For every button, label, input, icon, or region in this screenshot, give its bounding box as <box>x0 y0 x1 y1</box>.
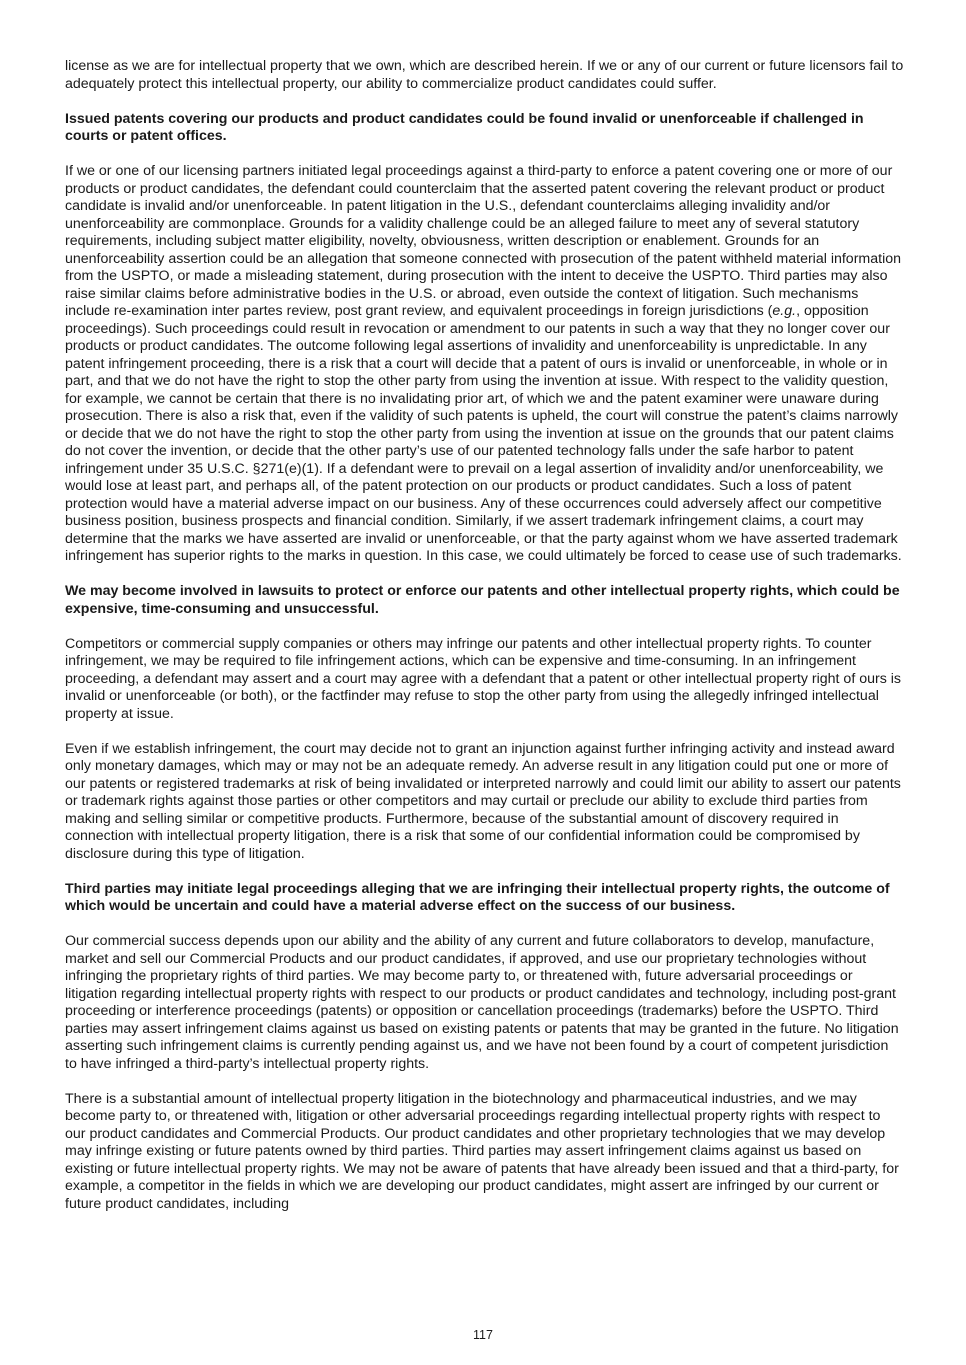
section-heading-invalid-patents: Issued patents covering our products and product candidates could be found invalid or unenforceable if challenged in courts or patent offices. <box>65 110 864 144</box>
paragraph-text: If we or one of our licensing partners initiated legal proceedings against a third-party to enforce a patent covering one or more of our products or product candidates, the defendant could counterclaim that the asserted patent covering the relevant product or product candidate is invalid and/or unenforceable. In patent litigation in the U.S., defendant counterclaims alleging invalidity and/or unenforceability are commonplace. Grounds for a validity challenge could be an alleged failure to meet any of several statutory requirements, including subject matter eligibility, novelty, obviousness, written description or enablement. Grounds for an unenforceability assertion could be an allegation that someone connected with prosecution of the patent withheld material information from the USPTO, or made a misleading statement, during prosecution with the intent to deceive the USPTO. Third parties may also raise similar claims before administrative bodies in the U.S. or abroad, even outside the context of litigation. Such mechanisms include re-examination inter partes review, post grant review, and equivalent proceedings in foreign jurisdictions ( <box>65 163 902 319</box>
page-number: 117 <box>473 1328 493 1342</box>
section-heading-lawsuits: We may become involved in lawsuits to protect or enforce our patents and other intellectual property rights, which could be expensive, time-consuming and unsuccessful. <box>65 583 900 617</box>
paragraph-text: , opposition proceedings). Such proceedings could result in revocation or amendment to our patents in such a way that they no longer cover our products or product candidates. The outcome following legal assertions of invalidity and unenforceability is unpredictable. In any patent infringement proceeding, there is a risk that a court will decide that a patent of ours is invalid or unenforceable, in whole or in part, and that we do not have the right to stop the other party from using the invention at issue. With respect to the validity question, for example, we cannot be certain that there is no invalidating prior art, of which we and the patent examiner were unaware during prosecution. There is also a risk that, even if the validity of such patents is upheld, the court will construe the patent’s claims narrowly or decide that we do not have the right to stop the other party from using the invention at issue on the grounds that our patent claims do not cover the invention, or decide that the other party’s use of our patented technology falls under the safe harbor to patent infringement under 35 U.S.C. §271(e)(1). If a defendant were to prevail on a legal assertion of invalidity and/or unenforceability, we would lose at least part, and perhaps all, of the patent protection on our products or product candidates. Such a loss of patent protection would have a material adverse impact on our business. Any of these occurrences could adversely affect our competitive business position, business prospects and financial condition. Similarly, if we assert trademark infringement claims, a court may determine that the marks we have asserted are invalid or unenforceable, or that the party against whom we have asserted trademark infringement has superior rights to the marks in question. In this case, we could ultimately be forced to cease use of such trademarks. <box>65 303 902 564</box>
body-paragraph-continued: license as we are for intellectual property that we own, which are described herein. If we or any of our current or future licensors fail to adequately protect this intellectual property, our ability to commercialize product candidates could suffer. <box>65 58 904 92</box>
body-paragraph-competitors: Competitors or commercial supply companies or others may infringe our patents and other intellectual property rights. To counter infringement, we may be required to file infringement actions, which can be expensive and time-consuming. In an infringement proceeding, a defendant may assert and a court may agree with a defendant that a patent or other intellectual property right of ours is invalid or unenforceable (or both), or the factfinder may refuse to stop the other party from using the allegedly infringed intellectual property at issue. <box>65 635 901 722</box>
body-paragraph-commercial-success: Our commercial success depends upon our ability and the ability of any current and future collaborators to develop, manufacture, market and sell our Commercial Products and our product candidates, if approved, and use our proprietary technologies without infringing the proprietary rights of third parties. We may become party to, or threatened with, future adversarial proceedings or litigation regarding intellectual property rights with respect to our products or product candidates and technology, including post-grant proceeding or interference proceedings (patents) or opposition or cancellation proceedings (trademarks) before the USPTO. Third parties may assert infringement claims against us based on existing patents or patents that may be granted in the future. No litigation asserting such infringement claims is currently pending against us, and we have not been found by a court of competent jurisdiction to have infringed a third-party’s intellectual property rights. <box>65 933 899 1072</box>
body-paragraph-litigation: There is a substantial amount of intellectual property litigation in the biotechnology and pharmaceutical industries, and we may become party to, or threatened with, litigation or other adversarial proceedings regarding intellectual property rights with respect to our product candidates and Commercial Products. Our product candidates and other proprietary technologies that we may develop may infringe existing or future patents owned by third parties. Third parties may assert infringement claims against us based on existing or future intellectual property rights. We may not be aware of patents that have already been issued and that a third-party, for example, a competitor in the fields in which we are developing our product candidates, might assert are infringed by our current or future product candidates, including <box>65 1090 899 1212</box>
section-heading-third-parties: Third parties may initiate legal proceedings alleging that we are infringing their intellectual property rights, the outcome of which would be uncertain and could have a material adverse effect on the success of our business. <box>65 880 890 914</box>
body-paragraph-infringement: Even if we establish infringement, the court may decide not to grant an injunction against further infringing activity and instead award only monetary damages, which may or may not be an adequate remedy. An adverse result in any litigation could put one or more of our patents or registered trademarks at risk of being invalidated or interpreted narrowly and could limit our ability to assert our patents or trademark rights against those parties or other competitors and may curtail or preclude our ability to exclude third parties from making and selling similar or competitive products. Furthermore, because of the substantial amount of discovery required in connection with intellectual property litigation, there is a risk that some of our confidential information could be compromised by disclosure during this type of litigation. <box>65 740 901 862</box>
body-paragraph-validity <box>65 163 904 566</box>
italic-eg: e.g. <box>772 303 797 319</box>
